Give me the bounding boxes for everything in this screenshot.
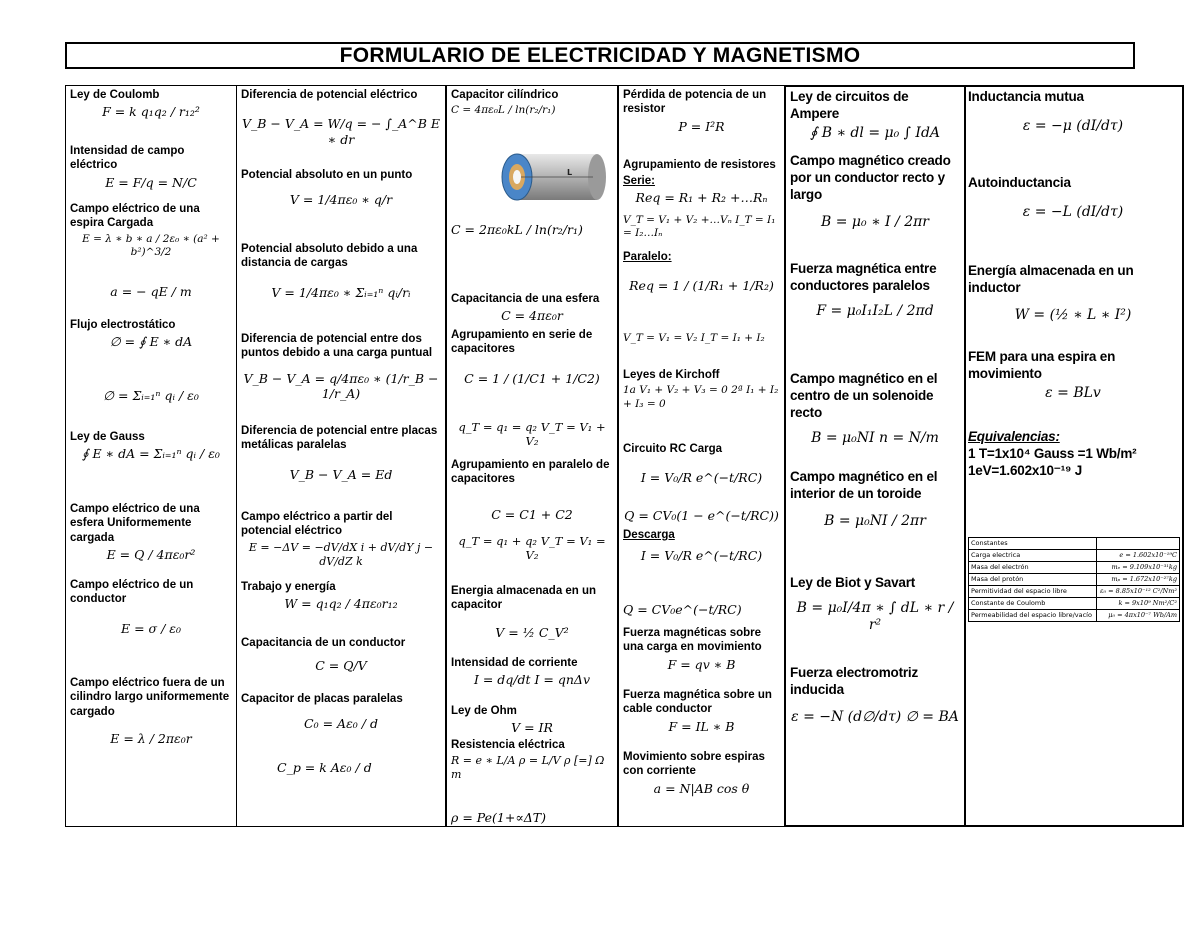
formula-label: Capacitancia de una esfera	[451, 293, 600, 305]
formula-label: Capacitor cilíndrico	[451, 89, 559, 101]
cylinder-length-label: L	[567, 168, 573, 177]
constant-name: Constantes	[969, 538, 1097, 550]
formula-label: Campo eléctrico a partir del potencial eléctrico	[241, 511, 393, 538]
formula-equation: C = 4πε₀r	[501, 308, 563, 324]
formula-parallel-voltage-current	[623, 330, 780, 345]
formula-ohm-law	[451, 704, 613, 736]
formula-acceleration	[70, 282, 232, 300]
formula-equation: V_B − V_A = q/4πε₀ ∗ (1/r_B − 1/r_A)	[243, 370, 439, 402]
constant-row	[969, 562, 1180, 574]
constant-row	[969, 574, 1180, 586]
constant-value: ε₀ = 8.85x10⁻¹² C²/Nm²	[1096, 586, 1179, 598]
formula-equation: V_B − V_A = Ed	[289, 466, 393, 482]
formula-equation: E = λ / 2πε₀r	[110, 731, 192, 747]
formula-label: Movimiento sobre espiras con corriente	[623, 751, 765, 778]
formula-label: Agrupamiento en paralelo de capacitores	[451, 459, 610, 486]
formula-series-charge-voltage	[451, 418, 613, 449]
formula-label: Fuerza electromotriz inducida	[790, 665, 919, 697]
formula-conductor-capacitance	[241, 636, 441, 674]
formula-resistance	[451, 738, 613, 782]
formula-kirchhoff	[623, 368, 780, 411]
formula-label: Pérdida de potencia de un resistor	[623, 89, 767, 116]
formula-equation: E = F/q = N/C	[105, 174, 197, 190]
equivalence-tesla: 1 T=1x10⁴ Gauss =1 Wb/m²	[968, 445, 1137, 461]
formula-label: Energia almacenada en un capacitor	[451, 585, 597, 612]
formula-sphere-capacitance	[451, 292, 613, 324]
constant-value: mₚ = 1.672x10⁻²⁷kg	[1096, 574, 1179, 586]
formula-mutual-inductance	[968, 89, 1178, 135]
formula-series-capacitors	[451, 328, 613, 386]
formula-equation: q_T = q₁ = q₂ V_T = V₁ + V₂	[458, 420, 606, 449]
formula-point-charge-potential	[241, 332, 441, 402]
formula-rc-discharge-q	[623, 600, 780, 618]
formula-series-voltage-current	[623, 212, 780, 240]
formula-equation: C = C1 + C2	[491, 506, 573, 522]
formula-equation: F = μ₀I₁I₂L / 2πd	[816, 302, 934, 319]
formula-equation: C_p = k Aε₀ / d	[277, 760, 372, 775]
formula-equation: ε = −N (d∅/dτ) ∅ = BA	[791, 708, 959, 725]
formula-label: Potencial absoluto en un punto	[241, 169, 413, 181]
formula-equation: Q = CV₀(1 − e^(−t/RC))	[624, 508, 779, 523]
constant-value	[1096, 538, 1179, 550]
constant-value: mₑ = 9.109x10⁻³¹kg	[1096, 562, 1179, 574]
constant-row	[969, 598, 1180, 610]
formula-potential-difference	[241, 88, 441, 148]
formula-flux	[70, 318, 232, 350]
formula-equation: ε = BLv	[1045, 384, 1101, 401]
formula-label: Ley de Biot y Savart	[790, 575, 916, 590]
formula-flux-sum	[70, 386, 232, 404]
constant-row	[969, 610, 1180, 622]
formula-label: Campo eléctrico fuera de un cilindro largo uniformemente cargado	[70, 677, 230, 718]
formula-label: Diferencia de potencial entre dos puntos debido a una carga puntual	[241, 333, 433, 360]
formula-label: Diferencia de potencial entre placas metálicas paralelas	[241, 425, 438, 452]
formula-equation: V_B − V_A = W/q = − ∫_A^B E ∗ dr	[241, 116, 441, 147]
formula-label: Campo magnético en el interior de un toroide	[790, 469, 938, 501]
formula-ring-field	[70, 202, 232, 259]
formula-toroid-field	[790, 469, 960, 530]
formula-label: Diferencia de potencial eléctrico	[241, 89, 418, 101]
formula-dielectric-plates	[241, 758, 441, 776]
formula-equation: ∅ = ∮ E ∗ dA	[109, 334, 193, 350]
formula-equation: ρ = Pe(1+∝ΔT)	[451, 810, 547, 825]
column-potential	[236, 85, 446, 827]
formula-solenoid-field	[790, 371, 960, 447]
column-circuits	[618, 85, 784, 827]
constant-row	[969, 550, 1180, 562]
constant-name: Permitividad del espacio libre	[969, 586, 1097, 598]
formula-straight-wire-field	[790, 153, 960, 231]
formula-label: Agrupamiento de resistores	[623, 159, 776, 171]
formula-equation: V = 1/4πε₀ ∗ q/r	[289, 192, 393, 208]
formula-force-moving-charge	[623, 626, 780, 672]
formula-equation: ∅ = Σᵢ₌₁ⁿ qᵢ / ε₀	[103, 388, 199, 403]
formula-label: Campo eléctrico de una esfera Uniformemente cargada	[70, 503, 200, 544]
formula-resistor-grouping	[623, 158, 780, 172]
formula-equation: ε = −μ (dI/dτ)	[1022, 117, 1124, 134]
formula-equation: C = Q/V	[315, 658, 367, 674]
formula-equation: P = I²R	[678, 118, 725, 134]
constant-name: Masa del electrón	[969, 562, 1097, 574]
formula-label: Energía almacenada en un inductor	[968, 263, 1134, 295]
formula-cylindrical-capacitor-dielectric	[451, 220, 613, 238]
formula-equation: V = 1/4πε₀ ∗ Σᵢ₌₁ⁿ qᵢ/rᵢ	[271, 284, 411, 300]
formula-equation: Req = R₁ + R₂ +…Rₙ	[635, 190, 768, 206]
formula-equation: E = Q / 4πε₀r²	[106, 547, 196, 563]
formula-cylindrical-capacitor	[451, 88, 613, 118]
formula-label: Fuerza magnéticas sobre una carga en movimiento	[623, 627, 762, 654]
formula-label: FEM para una espira en movimiento	[968, 349, 1116, 381]
formula-equation: V_T = V₁ + V₂ +…Vₙ I_T = I₁ = I₂…Iₙ	[623, 214, 776, 240]
formula-induced-emf	[790, 665, 960, 726]
formula-gauss	[70, 430, 232, 462]
formula-equation: C = 1 / (1/C1 + 1/C2)	[464, 370, 600, 386]
formula-plates-potential	[241, 424, 441, 482]
formula-biot-savart	[790, 575, 960, 635]
formula-label: Ley de circuitos de Ampere	[790, 89, 909, 121]
constants-table	[968, 537, 1180, 622]
formula-cylinder-field	[70, 676, 232, 747]
formula-equation: E = λ ∗ b ∗ a / 2ε₀ ∗ (a² + b²)^3/2	[82, 232, 220, 258]
formula-equation: 1a V₁ + V₂ + V₃ = 0 2ª I₁ + I₂ + I₃ = 0	[623, 384, 779, 410]
formula-parallel-resistors	[623, 250, 780, 294]
formula-absolute-potential	[241, 168, 441, 208]
formula-parallel-capacitors	[451, 458, 613, 522]
formula-label: Fuerza magnética entre conductores paralelos	[790, 261, 937, 293]
formula-label: Campo eléctrico de un conductor	[70, 579, 194, 606]
formula-equation: ∮ E ∗ dA = Σᵢ₌₁ⁿ qᵢ / ε₀	[82, 446, 220, 462]
formula-label: Ley de Ohm	[451, 705, 517, 717]
formula-rc-charge	[623, 442, 780, 486]
formula-work-energy	[241, 580, 441, 612]
constant-value: k = 9x10⁹ Nm²/C²	[1096, 598, 1179, 610]
page-title: FORMULARIO DE ELECTRICIDAD Y MAGNETISMO	[65, 42, 1135, 69]
constant-name: Constante de Coulomb	[969, 598, 1097, 610]
formula-label: Autoinductancia	[968, 175, 1071, 190]
constant-name: Masa del protón	[969, 574, 1097, 586]
formula-label: Inductancia mutua	[968, 89, 1084, 104]
formula-label: Paralelo:	[623, 251, 672, 263]
formula-equation: V = IR	[511, 720, 553, 736]
formula-force-conductor	[623, 688, 780, 734]
constant-value: μ₀ = 4πx10⁻⁷ Wb/Am	[1096, 610, 1179, 622]
formula-equation: a = N|AB cos θ	[653, 780, 750, 796]
formula-label: Campo eléctrico de una espira Cargada	[70, 203, 200, 230]
formula-conductor-field	[70, 578, 232, 636]
formula-capacitor-energy	[451, 584, 613, 640]
formula-equation: F = IL ∗ B	[668, 718, 735, 734]
constant-name: Carga electrica	[969, 550, 1097, 562]
formula-equation: R = e ∗ L/A ρ = L/V ρ [=] Ω m	[451, 754, 605, 782]
formula-parallel-plates	[241, 692, 441, 732]
formula-moving-loop-emf	[968, 349, 1178, 402]
formula-rc-discharge	[623, 528, 780, 564]
formula-label: Intensidad de corriente	[451, 657, 578, 669]
formula-equation: Req = 1 / (1/R₁ + 1/R₂)	[629, 278, 774, 294]
formula-sphere-field	[70, 502, 232, 563]
constants-header-row	[969, 538, 1180, 550]
formula-equation: C₀ = Aε₀ / d	[304, 716, 378, 732]
formula-potential-distribution	[241, 242, 441, 300]
formula-label: Descarga	[623, 529, 675, 541]
formula-series-resistors	[623, 174, 780, 206]
constant-row	[969, 586, 1180, 598]
formula-label: Ley de Gauss	[70, 431, 145, 443]
formula-label: Circuito RC Carga	[623, 443, 723, 455]
formula-equation: W = (½ ∗ L ∗ I²)	[1014, 306, 1132, 323]
formula-equation: I = V₀/R e^(−t/RC)	[640, 470, 763, 486]
constant-value: e = 1.602x10⁻¹⁹C	[1096, 550, 1179, 562]
formula-equation: a = − qE / m	[110, 284, 192, 299]
formula-equation: C = 4πε₀L / ln(r₂/r₁)	[451, 104, 556, 117]
formula-field-intensity	[70, 144, 232, 190]
formula-equation: C = 2πε₀kL / ln(r₂/r₁)	[451, 222, 583, 237]
formula-label: Resistencia eléctrica	[451, 739, 565, 751]
column-magnetism	[784, 85, 966, 827]
formula-equation: B = μ₀NI n = N/m	[811, 429, 939, 446]
formula-label: Capacitancia de un conductor	[241, 637, 406, 649]
formula-equation: ε = −L (dI/dτ)	[1022, 203, 1124, 220]
formula-equation: W = q₁q₂ / 4πε₀r₁₂	[284, 596, 398, 612]
formula-equation: E = σ / ε₀	[121, 620, 181, 636]
formula-current-intensity	[451, 656, 613, 688]
formula-label: Ley de Coulomb	[70, 89, 160, 101]
formula-equation: ∮ B ∗ dl = μ₀ ∫ IdA	[809, 124, 941, 141]
equivalence-ev: 1eV=1.602x10⁻¹⁹ J	[968, 462, 1083, 478]
formula-equation: F = k q₁q₂ / r₁₂²	[102, 104, 200, 120]
formula-equation: Q = CV₀e^(−t/RC)	[623, 602, 742, 617]
formula-label: Agrupamiento en serie de capacitores	[451, 329, 593, 356]
formula-equation: I = dq/dt I = qnΔv	[473, 672, 591, 688]
cylindrical-capacitor-image	[497, 148, 607, 206]
formula-label: Flujo electrostático	[70, 319, 176, 331]
formula-label: Trabajo y energía	[241, 581, 336, 593]
equivalences-section	[968, 429, 1178, 480]
formula-self-inductance	[968, 175, 1178, 221]
formula-equation: I = V₀/R e^(−t/RC)	[640, 548, 763, 564]
formula-label: Campo magnético en el centro de un solenoide recto	[790, 371, 938, 420]
formula-resistivity-temperature	[451, 808, 613, 826]
constant-name: Permeabilidad del espacio libre/vacío	[969, 610, 1097, 622]
formula-parallel-conductors-force	[790, 261, 960, 320]
formula-field-from-potential	[241, 510, 441, 568]
formula-equation: E = −ΔV = −dV/dX i + dV/dY j − dV/dZ k	[248, 540, 434, 568]
formula-equation: V = ½ C_V²	[495, 624, 569, 640]
formula-coil-motion	[623, 750, 780, 796]
formula-label: Campo magnético creado por un conductor recto y largo	[790, 153, 951, 202]
formula-label: Capacitor de placas paralelas	[241, 693, 403, 705]
formula-label: Potencial absoluto debido a una distancia de cargas	[241, 243, 418, 270]
formula-label: Serie:	[623, 175, 655, 187]
column-capacitors	[446, 85, 618, 827]
formula-label: Leyes de Kirchoff	[623, 369, 720, 381]
column-electrostatics	[65, 85, 237, 827]
formula-inductor-energy	[968, 263, 1178, 324]
formula-equation: B = μ₀ ∗ I / 2πr	[821, 213, 929, 230]
formula-label: Fuerza magnética sobre un cable conductor	[623, 689, 772, 716]
formula-power-loss	[623, 88, 780, 134]
formula-parallel-charge-voltage	[451, 532, 613, 563]
formula-equation: q_T = q₁ + q₂ V_T = V₁ = V₂	[458, 534, 606, 563]
formula-equation: B = μ₀NI / 2πr	[824, 512, 926, 529]
formula-equation: B = μ₀I/4π ∗ ∫ dL ∗ r / r²	[796, 599, 954, 634]
formula-coulomb	[70, 88, 232, 120]
formula-rc-charge-q	[623, 506, 780, 524]
formula-ampere-law	[790, 89, 960, 142]
formula-label: Intensidad de campo eléctrico	[70, 145, 185, 172]
equivalences-heading: Equivalencias:	[968, 429, 1060, 444]
formula-equation: V_T = V₁ = V₂ I_T = I₁ + I₂	[623, 332, 765, 344]
formula-equation: F = qv ∗ B	[667, 656, 736, 672]
column-inductance	[964, 85, 1184, 827]
